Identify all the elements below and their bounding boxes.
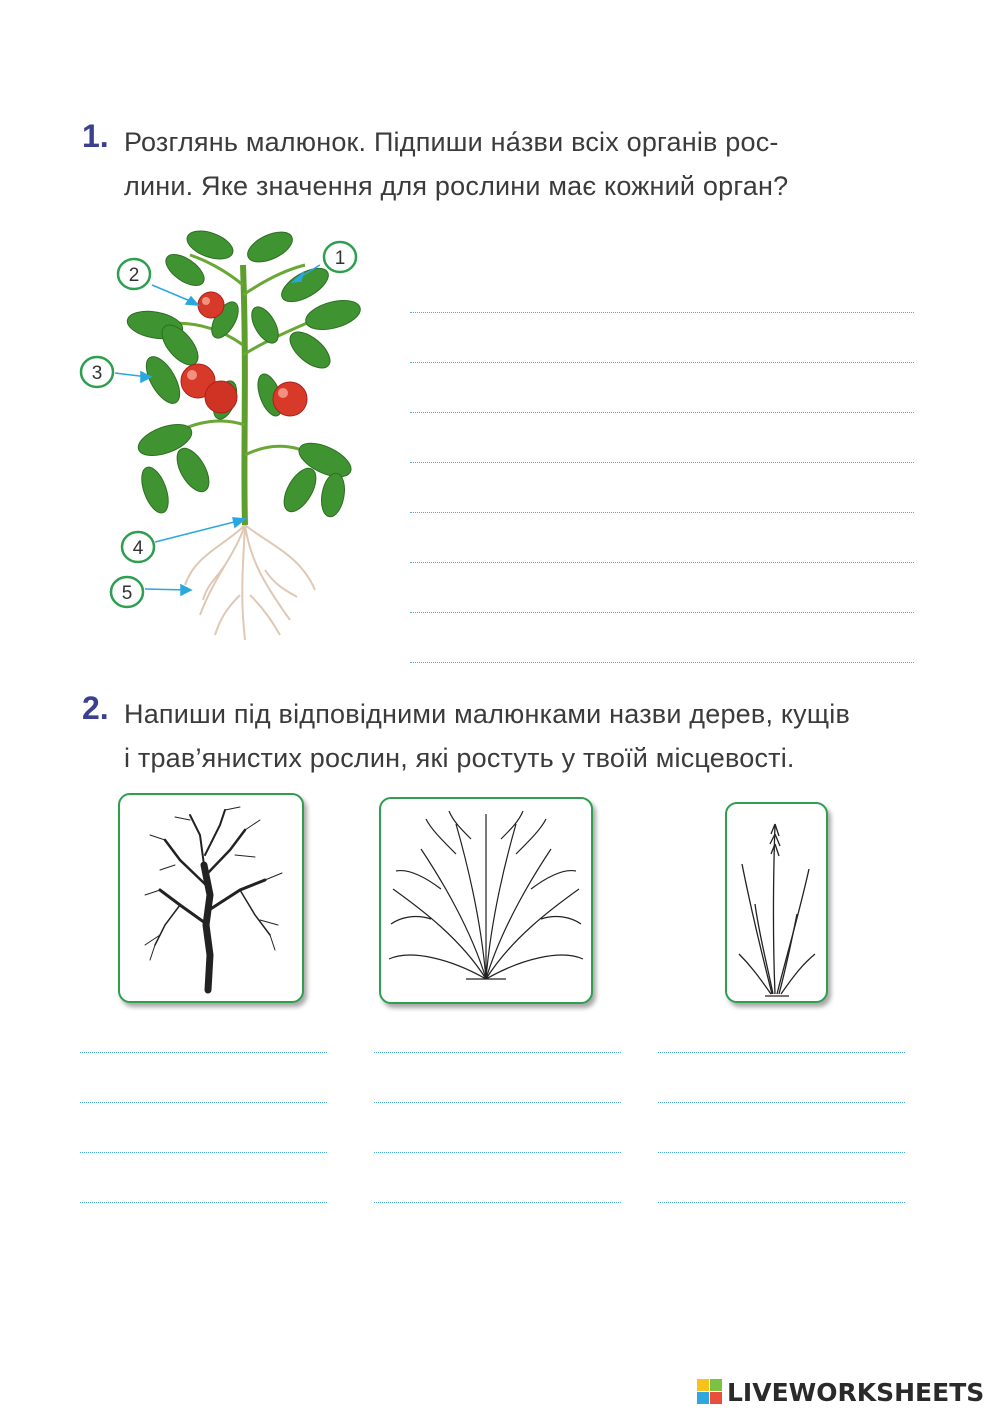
task-2-line-2: і трав’янистих рослин, які ростуть у твоїй місцевості.: [124, 743, 795, 773]
roots-drawing: [185, 525, 315, 640]
tomato-plant-illustration: [75, 225, 375, 655]
answer-line-4[interactable]: [410, 462, 914, 463]
liveworksheets-brand: [697, 1376, 984, 1408]
answer-line-5[interactable]: [410, 512, 914, 513]
logo-square-3: [697, 1392, 709, 1404]
task-2-line-1: Напиши під відповідними малюнками назви дерев, кущів: [124, 699, 851, 729]
stem-drawing: [243, 265, 245, 525]
tree-answer-line-2[interactable]: [80, 1102, 327, 1103]
answer-line-1[interactable]: [410, 312, 914, 313]
plant-label-4: 4: [132, 538, 144, 559]
task-2: [82, 690, 917, 790]
answer-line-3[interactable]: [410, 412, 914, 413]
grass-answer-line-1[interactable]: [658, 1052, 905, 1053]
bush-answer-line-3[interactable]: [374, 1152, 621, 1153]
task-2-number: 2.: [82, 690, 109, 726]
bush-card: [379, 797, 593, 1004]
task-1-number: 1.: [82, 118, 109, 154]
answer-line-7[interactable]: [410, 612, 914, 613]
tree-answer-line-1[interactable]: [80, 1052, 327, 1053]
bush-answer-line-1[interactable]: [374, 1052, 621, 1053]
bush-answer-line-4[interactable]: [374, 1202, 621, 1203]
logo-square-1: [697, 1379, 709, 1391]
plant-label-5: 5: [121, 583, 133, 604]
grass-icon: [727, 804, 826, 1001]
task-1: [82, 118, 917, 218]
tree-icon: [120, 795, 302, 1001]
plant-label-2: 2: [128, 265, 140, 286]
logo-square-4: [710, 1392, 722, 1404]
answer-line-2[interactable]: [410, 362, 914, 363]
tree-answer-line-3[interactable]: [80, 1152, 327, 1153]
task-2-text: [124, 692, 914, 780]
grass-answer-line-3[interactable]: [658, 1152, 905, 1153]
task-1-line-1: Розглянь малюнок. Підпиши на́зви всіх органів рос-: [124, 127, 779, 157]
bush-answer-line-2[interactable]: [374, 1102, 621, 1103]
plant-label-1: 1: [334, 248, 346, 269]
tree-answer-line-4[interactable]: [80, 1202, 327, 1203]
tree-card: [118, 793, 304, 1003]
bush-icon: [381, 799, 591, 1002]
grass-answer-line-2[interactable]: [658, 1102, 905, 1103]
liveworksheets-brand-text: LIVEWORKSHEETS: [727, 1377, 985, 1407]
plant-label-3: 3: [91, 363, 103, 384]
logo-square-2: [710, 1379, 722, 1391]
grass-answer-line-4[interactable]: [658, 1202, 905, 1203]
task-1-text: [124, 120, 914, 208]
liveworksheets-logo-icon: [697, 1379, 723, 1405]
answer-line-6[interactable]: [410, 562, 914, 563]
task-1-line-2: лини. Яке значення для рослини має кожний орган?: [124, 171, 789, 201]
answer-line-8[interactable]: [410, 662, 914, 663]
grass-card: [725, 802, 828, 1003]
